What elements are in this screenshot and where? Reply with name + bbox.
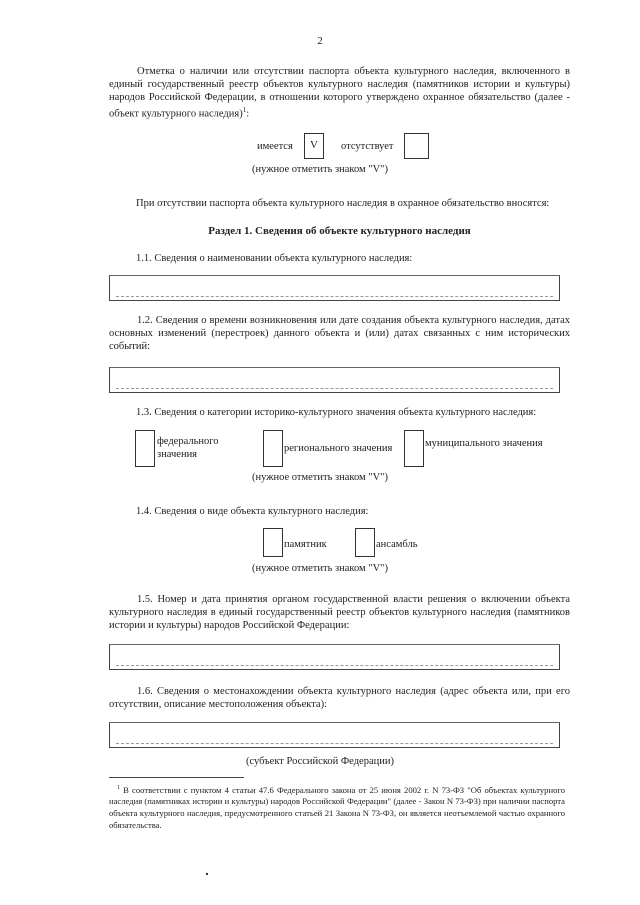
footnote-reference: 1 [242,106,247,114]
s1-4-monument-label: памятник [284,539,327,550]
passport-hint: (нужное отметить знаком "V") [252,164,388,175]
s1-5-decision-field[interactable] [109,644,560,670]
page-number: 2 [317,35,323,47]
section-title: Раздел 1. Сведения об объекте культурного наследия [208,225,471,237]
intro-text: Отметка о наличии или отсутствии паспорта объекта культурного наследия, включенного в единый государственный реестр объектов культурного наследия (памятников истории и культуры) народов Российской Федерации, в отношении которого утверждено охранное обязательство (далее - объект культурного наследия) [109,66,570,120]
s1-6-caption: (субъект Российской Федерации) [246,756,394,767]
s1-3-municipal-checkbox[interactable] [404,430,424,467]
field-underline [116,665,553,666]
s1-4-monument-checkbox[interactable] [263,528,283,557]
footnote-separator [109,777,244,778]
s1-6-location-field[interactable] [109,722,560,748]
passport-absent-checkbox[interactable] [404,133,429,159]
s1-3-regional-label: регионального значения [284,443,393,454]
s1-4-ensemble-checkbox[interactable] [355,528,375,557]
field-underline [116,296,553,297]
s1-3-federal-checkbox[interactable] [135,430,155,467]
s1-6-label: 1.6. Сведения о местонахождении объекта культурного наследия (адрес объекта или, при его отсутствии, описание местоположения объекта): [109,686,570,710]
s1-3-hint: (нужное отметить знаком "V") [252,472,388,483]
passport-absent-label: отсутствует [341,141,394,152]
s1-4-label: 1.4. Сведения о виде объекта культурного наследия: [136,506,369,517]
s1-2-label: 1.2. Сведения о времени возникновения или дате создания объекта культурного наследия, датах основных изменений (перестроек) данного объекта и (или) датах связанных с ним исторических событий: [109,315,570,352]
s1-1-label: 1.1. Сведения о наименовании объекта культурного наследия: [136,253,413,264]
s1-2-dates-field[interactable] [109,367,560,393]
s1-4-hint: (нужное отметить знаком "V") [252,563,388,574]
s1-4-ensemble-label: ансамбль [376,539,418,550]
scan-speck [206,873,208,875]
s1-3-federal-label: федерального значения [157,436,219,460]
passport-has-checkbox[interactable] [304,133,324,159]
s1-1-name-field[interactable] [109,275,560,301]
s1-5-label: 1.5. Номер и дата принятия органом государственной власти решения о включении объекта культурного наследия в единый государственный реестр объектов культурного наследия (памятников истории и культуры) народов Российской Федерации: [109,594,570,631]
intro-paragraph [109,65,570,121]
passport-has-mark: V [310,139,318,151]
absence-note: При отсутствии паспорта объекта культурного наследия в охранное обязательство вносятся: [136,198,550,209]
passport-has-label: имеется [257,141,293,152]
intro-tail: : [246,108,250,120]
field-underline [116,743,553,744]
s1-3-label: 1.3. Сведения о категории историко-культурного значения объекта культурного наследия: [136,407,537,418]
s1-3-municipal-label: муниципального значения [425,438,543,449]
footnote-mark: 1 [117,785,120,791]
s1-3-regional-checkbox[interactable] [263,430,283,467]
field-underline [116,388,553,389]
footnote [109,783,565,831]
footnote-text: В соответствии с пунктом 4 статьи 47.6 Федерального закона от 25 июня 2002 г. N 73-ФЗ "Об объектах культурного наследия (памятниках истории и культуры) народов Российской Федерации" (далее - Закон N 73-ФЗ) при наличии паспорта объекта культурного наследия, предусмотренного статьей 21 Закона N 73-ФЗ, он является неотъемлемой частью охранного обязательства. [109,784,565,830]
